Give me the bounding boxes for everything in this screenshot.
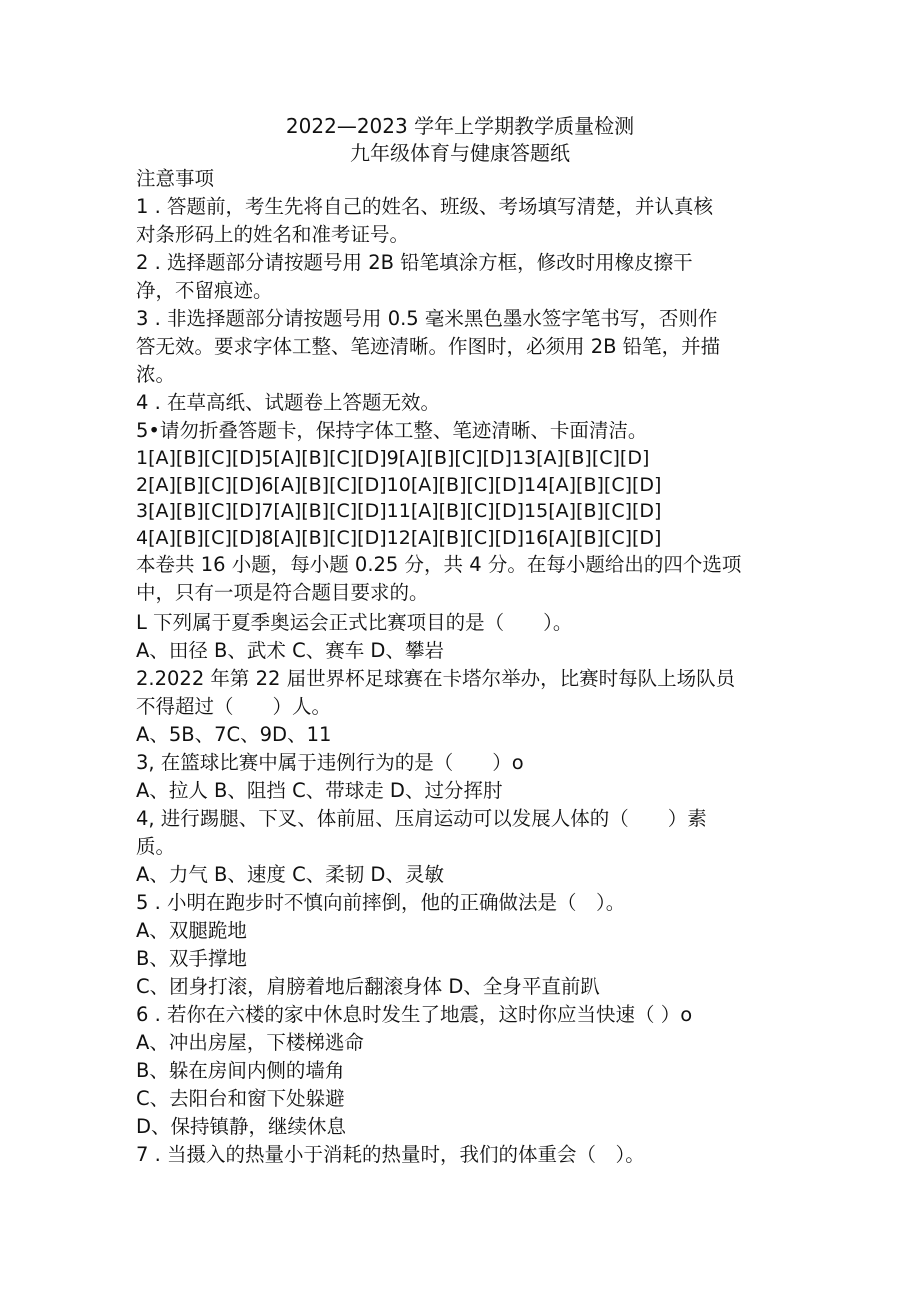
notice-item-2-line-1: 2 . 选择题部分请按题号用 2B 铅笔填涂方框，修改时用橡皮擦干 [136, 251, 693, 274]
answer-grid-row-2[interactable]: 2[A][B][C][D]6[A][B][C][D]10[A][B][C][D]14[A][B][C][D] [136, 473, 662, 496]
question-6-option-b: B、躲在房间内侧的墙角 [136, 1059, 345, 1082]
answer-grid-row-1[interactable]: 1[A][B][C][D]5[A][B][C][D]9[A][B][C][D]13[A][B][C][D] [136, 447, 650, 469]
notice-item-3-line-3: 浓。 [136, 363, 176, 386]
question-2-options: A、5B、7C、9D、11 [136, 723, 332, 746]
question-6-option-d: D、保持镇静，继续休息 [136, 1115, 347, 1138]
question-7-stem: 7 . 当摄入的热量小于消耗的热量时，我们的体重会（ ）。 [136, 1143, 645, 1166]
question-6-stem: 6 . 若你在六楼的家中休息时发生了地震，这时你应当快速（ ）o [136, 1003, 693, 1026]
notice-item-1-line-2: 对条形码上的姓名和准考证号。 [136, 223, 410, 246]
question-6-option-c: C、去阳台和窗下处躲避 [136, 1087, 345, 1110]
notice-item-5: 5•请勿折叠答题卡，保持字体工整、笔迹清晰、卡面清洁。 [136, 419, 648, 442]
question-2-stem-line-1: 2.2022 年第 22 届世界杯足球赛在卡塔尔举办，比赛时每队上场队员 [136, 667, 736, 690]
page-title: 2022—2023 学年上学期教学质量检测 [285, 114, 635, 138]
instructions-line-1: 本卷共 16 小题，每小题 0.25 分，共 4 分。在每小题给出的四个选项 [136, 553, 742, 576]
notice-item-3-line-2: 答无效。要求字体工整、笔迹清晰。作图时，必须用 2B 铅笔，并描 [136, 335, 721, 358]
question-1-options: A、田径 B、武术 C、赛车 D、攀岩 [136, 639, 444, 662]
question-5-option-cd: C、团身打滚，肩膀着地后翻滚身体 D、全身平直前趴 [136, 975, 600, 998]
answer-grid-row-3[interactable]: 3[A][B][C][D]7[A][B][C][D]11[A][B][C][D]15[A][B][C][D] [136, 500, 662, 522]
question-3-stem: 3, 在篮球比赛中属于违例行为的是（ ）o [136, 751, 524, 774]
question-4-options: A、力气 B、速度 C、柔韧 D、灵敏 [136, 863, 444, 886]
question-3-options: A、拉人 B、阻挡 C、带球走 D、过分挥肘 [136, 779, 503, 802]
notice-item-3-line-1: 3 . 非选择题部分请按题号用 0.5 毫米黑色墨水签字笔书写，否则作 [136, 307, 718, 330]
notice-item-4: 4 . 在草高纸、试题卷上答题无效。 [136, 391, 441, 414]
question-2-stem-line-2: 不得超过（ ）人。 [136, 695, 332, 718]
document-body [136, 165, 786, 1169]
page-subtitle: 九年级体育与健康答题纸 [350, 141, 570, 165]
question-4-stem-line-1: 4, 进行踢腿、下叉、体前屈、压肩运动可以发展人体的（ ）素 [136, 807, 707, 830]
answer-grid-row-4[interactable]: 4[A][B][C][D]8[A][B][C][D]12[A][B][C][D]16[A][B][C][D] [136, 526, 662, 549]
notice-item-1-line-1: 1 . 答题前，考生先将自己的姓名、班级、考场填写清楚，并认真核 [136, 195, 714, 218]
notice-item-2-line-2: 净，不留痕迹。 [136, 279, 273, 302]
question-1-stem: L 下列属于夏季奥运会正式比赛项目的是（ ）。 [136, 611, 573, 634]
question-5-stem: 5 . 小明在跑步时不慎向前摔倒，他的正确做法是（ ）。 [136, 891, 626, 914]
question-5-option-a: A、双腿跪地 [136, 919, 247, 942]
notice-heading: 注意事项 [136, 167, 215, 190]
question-6-option-a: A、冲出房屋，下楼梯逃命 [136, 1031, 364, 1054]
instructions-line-2: 中，只有一项是符合题目要求的。 [136, 581, 429, 604]
question-4-stem-line-2: 质。 [136, 835, 176, 858]
question-5-option-b: B、双手撑地 [136, 947, 247, 970]
